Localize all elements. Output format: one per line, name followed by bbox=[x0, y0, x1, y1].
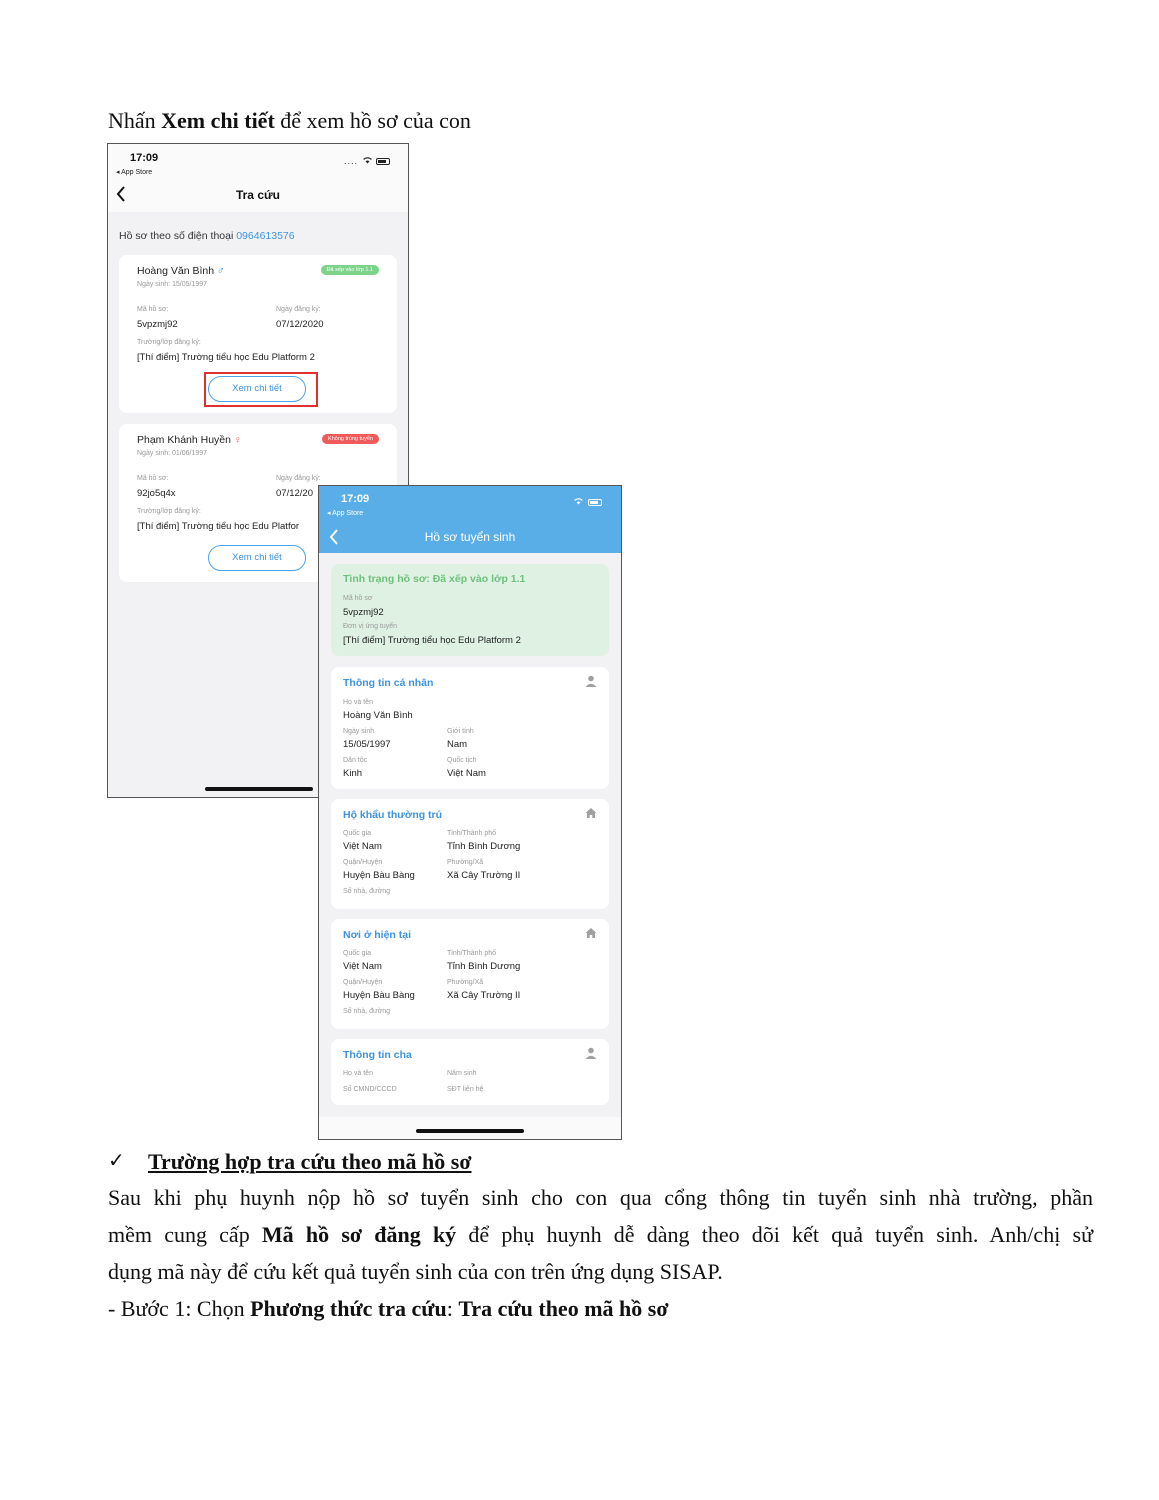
section-title: Nơi ở hiện tại bbox=[343, 929, 412, 941]
student-name bbox=[137, 265, 225, 277]
paragraph-line: dụng mã này để cứu kết quả tuyển sinh của con trên ứng dụng SISAP. bbox=[108, 1259, 723, 1284]
ward-value: Xã Cây Trường II bbox=[447, 870, 521, 881]
student-name bbox=[137, 434, 242, 446]
phone-label: SĐT liên hệ bbox=[447, 1086, 484, 1093]
status-title: Tình trạng hồ sơ: Đã xếp vào lớp 1.1 bbox=[343, 573, 526, 585]
country-label: Quốc gia bbox=[343, 950, 372, 957]
female-icon: ♀ bbox=[233, 434, 242, 446]
intro-suffix: để xem hồ sơ của con bbox=[274, 108, 471, 133]
person-icon bbox=[585, 1047, 597, 1062]
battery-icon bbox=[376, 158, 390, 165]
section-title: Thông tin cha bbox=[343, 1049, 412, 1061]
student-name-text: Hoàng Văn Bình bbox=[137, 265, 215, 277]
step-text: - Bước 1: Chọn bbox=[108, 1296, 251, 1321]
check-mark-icon: ✓ bbox=[108, 1150, 125, 1172]
dob-value: 15/05/1997 bbox=[343, 739, 391, 750]
home-icon bbox=[585, 807, 597, 822]
district-value: Huyện Bàu Bàng bbox=[343, 870, 415, 881]
father-info-card bbox=[331, 1039, 609, 1105]
status-icons bbox=[573, 497, 602, 507]
ward-label: Phường/Xã bbox=[447, 979, 484, 986]
dob-label: Ngày sinh: 15/05/1997 bbox=[137, 281, 208, 288]
list-header bbox=[119, 230, 295, 242]
id-label: Số CMND/CCCD bbox=[343, 1086, 397, 1093]
record-code: 92jo5q4x bbox=[137, 488, 176, 499]
street-label: Số nhà, đường bbox=[343, 888, 391, 895]
birth-year-label: Năm sinh bbox=[447, 1070, 477, 1077]
status-icons bbox=[344, 156, 390, 166]
full-name: Hoàng Văn Bình bbox=[343, 710, 413, 721]
wifi-icon bbox=[362, 156, 377, 166]
country-label: Quốc gia bbox=[343, 830, 372, 837]
back-to-app-store[interactable]: ◂ App Store bbox=[327, 510, 364, 517]
name-label: Họ và tên bbox=[343, 1070, 373, 1077]
ward-label: Phường/Xã bbox=[447, 859, 484, 866]
wifi-icon bbox=[573, 497, 588, 507]
name-label: Họ và tên bbox=[343, 699, 373, 706]
dob-label: Ngày sinh bbox=[343, 728, 375, 735]
view-detail-button[interactable]: Xem chi tiết bbox=[208, 376, 306, 402]
nation-value: Việt Nam bbox=[447, 768, 486, 779]
status-card bbox=[331, 564, 609, 656]
status-time: 17:09 bbox=[341, 493, 370, 505]
battery-icon bbox=[588, 499, 602, 506]
nav-title: Tra cứu bbox=[235, 188, 281, 202]
school-name: [Thí điểm] Trường tiểu học Edu Platfor bbox=[137, 521, 300, 532]
code-label: Mã hồ sơ: bbox=[137, 475, 169, 482]
gender-value: Nam bbox=[447, 739, 468, 750]
school-label: Trường/lớp đăng ký: bbox=[137, 339, 201, 346]
ethnic-value: Kinh bbox=[343, 768, 363, 779]
section-title: Hộ khẩu thường trú bbox=[343, 809, 443, 821]
step-1 bbox=[108, 1295, 669, 1323]
reg-date-label: Ngày đăng ký: bbox=[276, 475, 321, 482]
person-icon bbox=[585, 675, 597, 690]
school-name: [Thí điểm] Trường tiểu học Edu Platform 2 bbox=[137, 352, 315, 363]
province-label: Tỉnh/Thành phố bbox=[447, 830, 497, 837]
section-title: Thông tin cá nhân bbox=[343, 677, 434, 689]
province-label: Tỉnh/Thành phố bbox=[447, 950, 497, 957]
step-bold: Phương thức tra cứu bbox=[250, 1296, 447, 1321]
province-value: Tỉnh Bình Dương bbox=[447, 841, 521, 852]
intro-prefix: Nhấn bbox=[108, 108, 162, 133]
list-header-label: Hồ sơ theo số điện thoại bbox=[119, 230, 237, 242]
ethnic-label: Dân tộc bbox=[343, 757, 368, 764]
district-value: Huyện Bàu Bàng bbox=[343, 990, 415, 1001]
dob-label: Ngày sinh: 01/06/1997 bbox=[137, 450, 208, 457]
record-card bbox=[119, 255, 397, 413]
male-icon: ♂ bbox=[216, 265, 225, 277]
signal-icon: .... bbox=[344, 156, 359, 166]
phone-screenshot-profile bbox=[318, 485, 622, 1140]
code-label: Mã hồ sơ bbox=[343, 595, 373, 602]
bottom-bar bbox=[319, 1117, 621, 1139]
country-value: Việt Nam bbox=[343, 841, 382, 852]
phone-number: 0964613576 bbox=[236, 230, 295, 242]
country-value: Việt Nam bbox=[343, 961, 382, 972]
intro-text bbox=[108, 107, 471, 135]
step-text: : bbox=[446, 1296, 459, 1321]
reg-date-label: Ngày đăng ký: bbox=[276, 306, 321, 313]
paragraph-bold: Mã hồ sơ đăng ký bbox=[261, 1222, 457, 1247]
code-label: Mã hồ sơ: bbox=[137, 306, 169, 313]
school-label: Trường/lớp đăng ký: bbox=[137, 508, 201, 515]
nav-title: Hồ sơ tuyển sinh bbox=[424, 530, 516, 544]
reg-date: 07/12/20 bbox=[276, 488, 313, 499]
reg-date: 07/12/2020 bbox=[276, 319, 324, 330]
paragraph-line bbox=[108, 1221, 1093, 1249]
province-value: Tỉnh Bình Dương bbox=[447, 961, 521, 972]
step-bold: Tra cứu theo mã hồ sơ bbox=[458, 1296, 669, 1321]
status-badge: Đã xếp vào lớp 1.1 bbox=[321, 265, 379, 275]
unit-label: Đơn vị ứng tuyển bbox=[343, 623, 398, 630]
home-indicator bbox=[205, 787, 313, 791]
record-code: 5vpzmj92 bbox=[137, 319, 178, 330]
district-label: Quận/Huyện bbox=[343, 979, 383, 986]
highlight-box bbox=[204, 372, 318, 407]
home-icon bbox=[585, 927, 597, 942]
status-time: 17:09 bbox=[130, 152, 159, 164]
unit-name: [Thí điểm] Trường tiểu học Edu Platform 2 bbox=[343, 635, 521, 646]
gender-label: Giới tính bbox=[447, 728, 474, 735]
district-label: Quận/Huyện bbox=[343, 859, 383, 866]
personal-info-card bbox=[331, 667, 609, 789]
intro-bold: Xem chi tiết bbox=[161, 108, 275, 133]
current-residence-card bbox=[331, 919, 609, 1029]
section-heading: Trường hợp tra cứu theo mã hồ sơ bbox=[148, 1149, 472, 1174]
back-to-app-store[interactable]: ◂ App Store bbox=[116, 169, 153, 176]
street-label: Số nhà, đường bbox=[343, 1008, 391, 1015]
ward-value: Xã Cây Trường II bbox=[447, 990, 521, 1001]
home-indicator bbox=[416, 1129, 524, 1133]
nation-label: Quốc tịch bbox=[447, 757, 477, 764]
paragraph-line: Sau khi phụ huynh nộp hồ sơ tuyển sinh cho con qua cổng thông tin tuyển sinh nhà trường, phần bbox=[108, 1185, 1093, 1210]
paragraph-text: để phụ huynh dễ dàng theo dõi kết quả tuyển sinh. Anh/chị sử bbox=[456, 1222, 1093, 1247]
paragraph-text: mềm cung cấp bbox=[108, 1222, 262, 1247]
status-badge: Không trúng tuyển bbox=[322, 434, 379, 444]
student-name-text: Phạm Khánh Huyền bbox=[137, 434, 231, 446]
view-detail-button[interactable]: Xem chi tiết bbox=[208, 545, 306, 571]
record-code: 5vpzmj92 bbox=[343, 607, 384, 618]
household-card bbox=[331, 799, 609, 909]
